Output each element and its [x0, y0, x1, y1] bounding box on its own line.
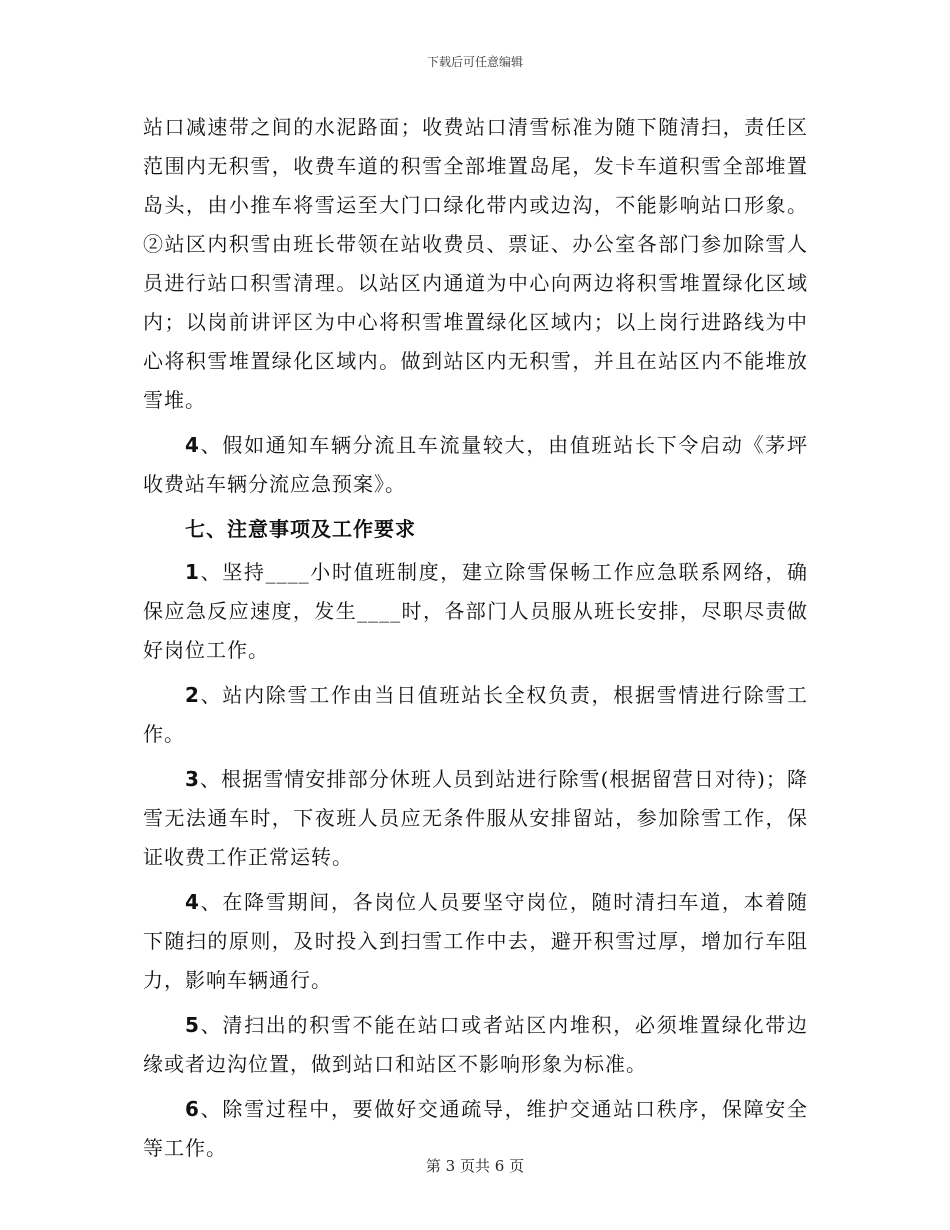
list-item-2: [143, 676, 808, 754]
section-heading: 七、注意事项及工作要求: [185, 517, 416, 541]
list-item-1: [143, 553, 808, 670]
list-item-5: [143, 1006, 808, 1084]
item-number: 1: [185, 560, 200, 584]
item-number: 2: [185, 683, 200, 707]
item-text: 、站内除雪工作由当日值班站长全权负责，根据雪情进行除雪工作。: [143, 683, 808, 746]
item-number: 6: [185, 1097, 200, 1121]
list-item-3: [143, 760, 808, 877]
item-text: 、坚持____小时值班制度，建立除雪保畅工作应急联系网络，确保应急反应速度，发生____时，各部门人员服从班长安排，尽职尽责做好岗位工作。: [143, 560, 808, 662]
item-text: 、在降雪期间，各岗位人员要坚守岗位，随时清扫车道，本着随下随扫的原则，及时投入到扫雪工作中去，避开积雪过厚，增加行车阻力，影响车辆通行。: [143, 890, 808, 992]
paragraph-text: 、假如通知车辆分流且车流量较大，由值班站长下令启动《茅坪收费站车辆分流应急预案》。: [143, 433, 808, 496]
item-text: 、根据雪情安排部分休班人员到站进行除雪(根据留营日对待)；降雪无法通车时，下夜班人员应无条件服从安排留站，参加除雪工作，保证收费工作正常运转。: [143, 767, 808, 869]
item-text: 、除雪过程中，要做好交通疏导，维护交通站口秩序，保障安全等工作。: [143, 1097, 808, 1160]
item-number: 4: [185, 890, 200, 914]
paragraph-item-4: [143, 426, 808, 504]
item-text: 、清扫出的积雪不能在站口或者站区内堆积，必须堆置绿化带边缘或者边沟位置，做到站口和站区不影响形象为标准。: [143, 1013, 808, 1076]
page-header: 下载后可任意编辑: [426, 55, 523, 69]
paragraph-continued: [143, 108, 808, 420]
page-footer: 第 3 页共 6 页: [425, 1157, 525, 1175]
item-number: 3: [185, 767, 200, 791]
paragraph-text: 站口减速带之间的水泥路面；收费站口清雪标准为随下随清扫，责任区范围内无积雪，收费车道的积雪全部堆置岛尾，发卡车道积雪全部堆置岛头，由小推车将雪运至大门口绿化带内或边沟，不能影响站口形象。②站区内积雪由班长带领在站收费员、票证、办公室各部门参加除雪人员进行站口积雪清理。以站区内通道为中心向两边将积雪堆置绿化区域内；以岗前讲评区为中心将积雪堆置绿化区域内；以上岗行进路线为中心将积雪堆置绿化区域内。做到站区内无积雪，并且在站区内不能堆放雪堆。: [143, 115, 808, 412]
document-body: [143, 108, 808, 1174]
item-number: 4: [185, 433, 200, 457]
list-item-4: [143, 883, 808, 1000]
item-number: 5: [185, 1013, 200, 1037]
